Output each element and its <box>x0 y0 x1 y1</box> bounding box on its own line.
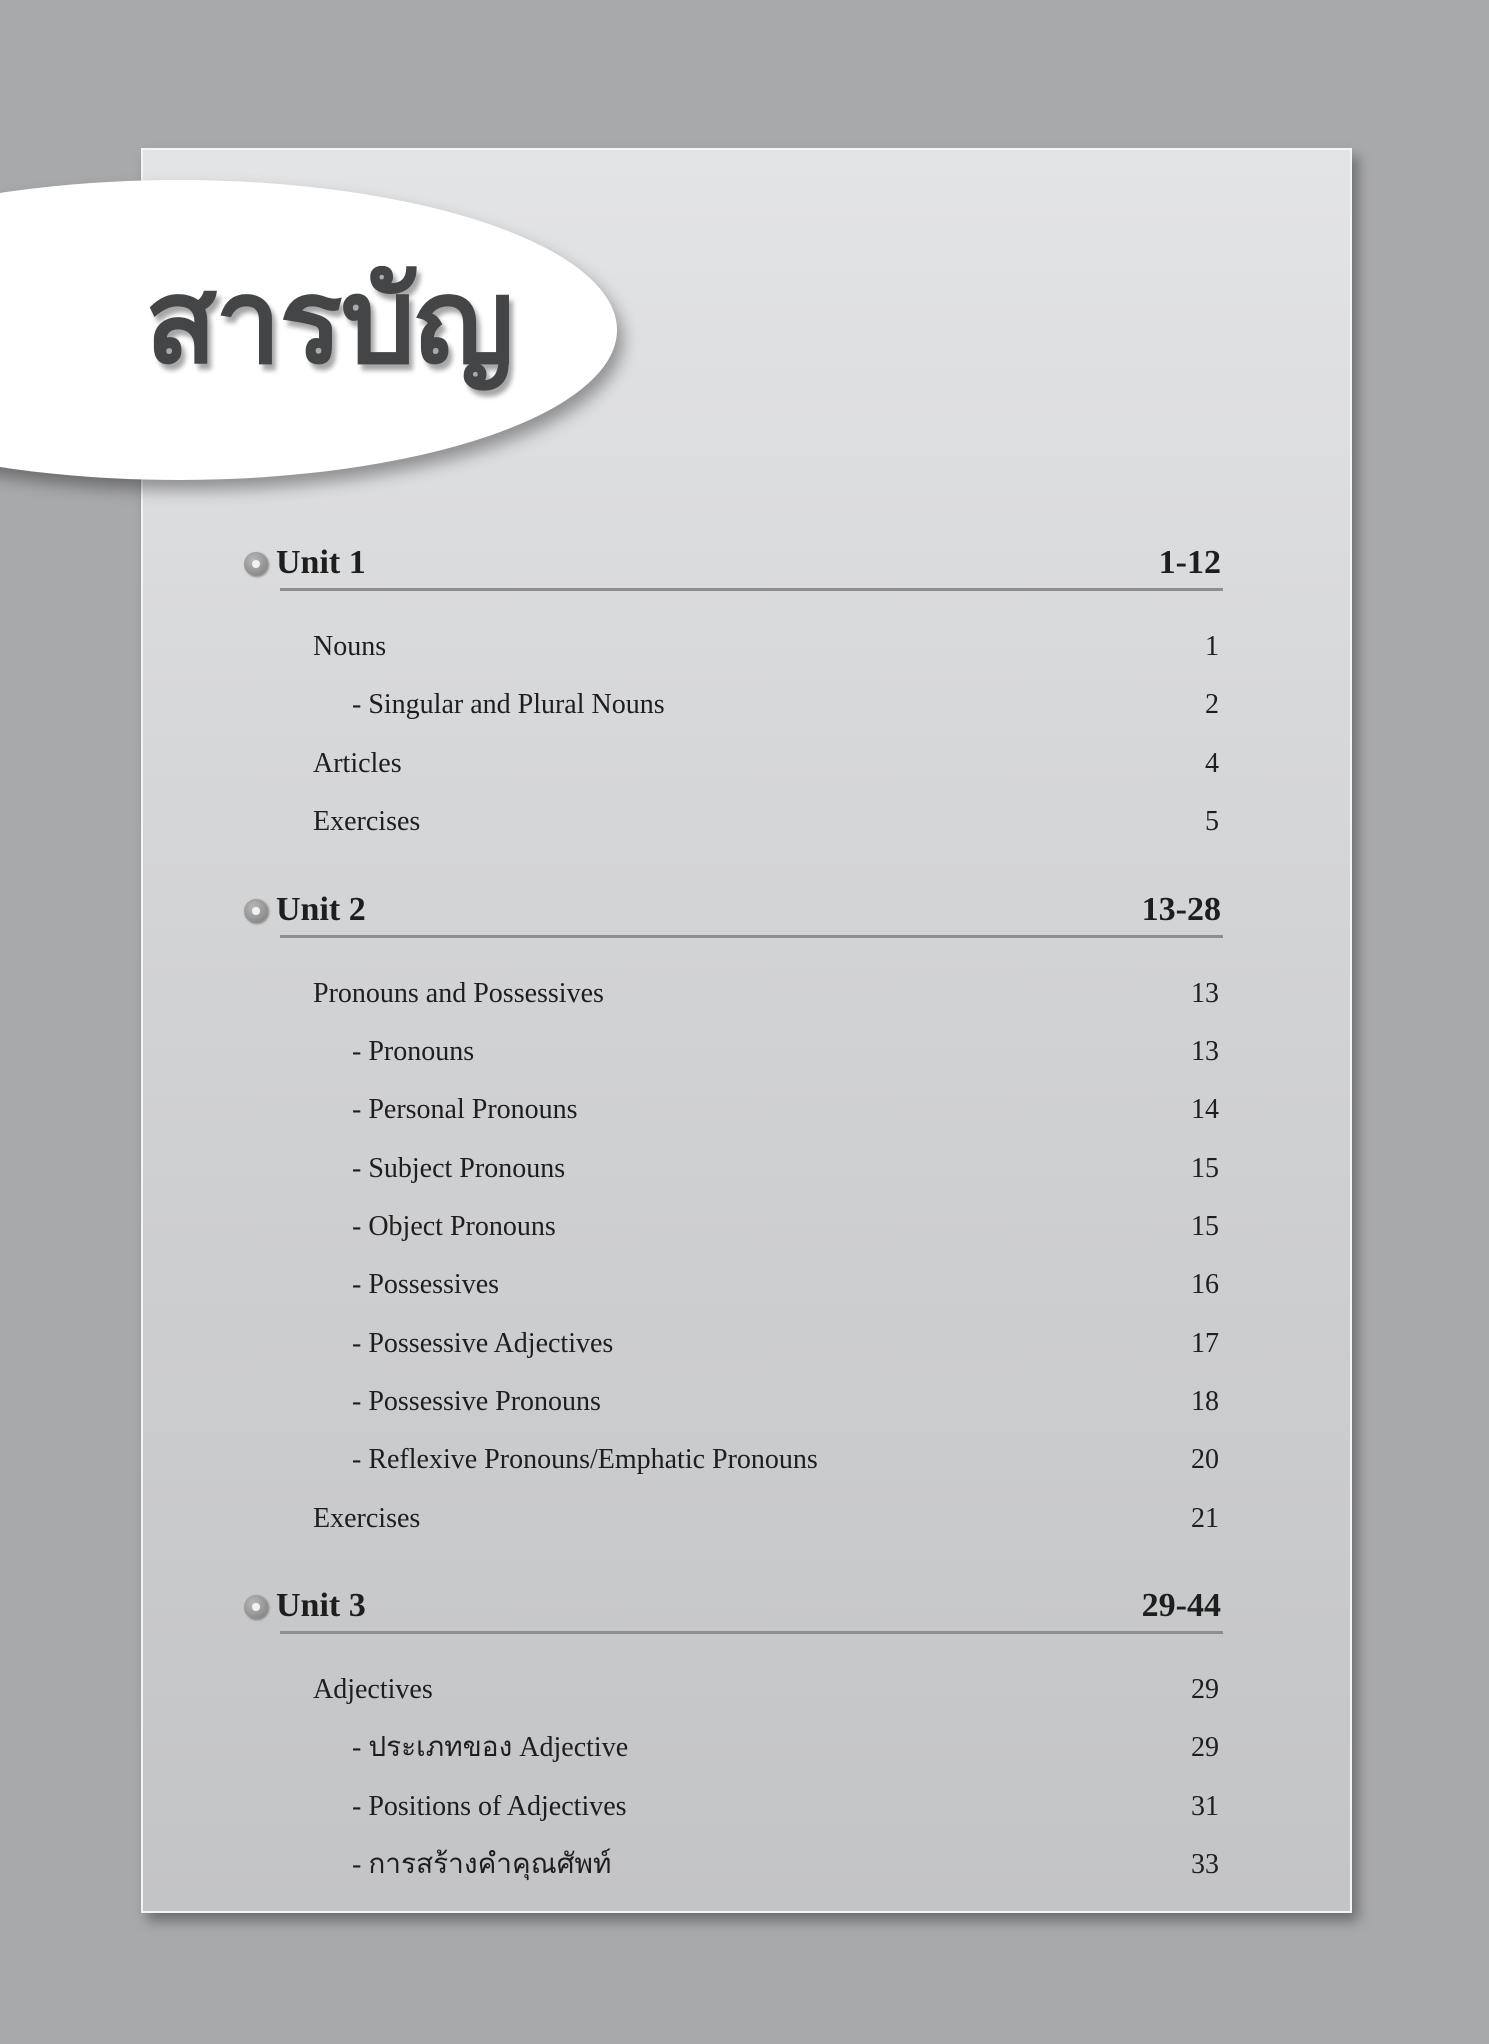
toc-entry <box>0 1207 1223 1247</box>
entry-page: 13 <box>1191 978 1219 1009</box>
entry-label: - Pronouns <box>352 1036 475 1067</box>
entry-page: 21 <box>1191 1503 1219 1534</box>
entry-label: - Singular and Plural Nouns <box>352 689 665 720</box>
toc-entry <box>0 802 1223 842</box>
unit-1-header <box>244 540 1223 586</box>
entry-page: 16 <box>1191 1269 1219 1300</box>
entry-label: - ประเภทของ Adjective <box>352 1732 629 1763</box>
entry-label: Exercises <box>313 806 421 837</box>
unit-3-header <box>244 1583 1223 1629</box>
entry-label: - Subject Pronouns <box>352 1153 566 1184</box>
entry-page: 20 <box>1191 1444 1219 1475</box>
entry-label: - Reflexive Pronouns/Emphatic Pronouns <box>352 1444 818 1475</box>
unit-page-range: 13-28 <box>1141 891 1221 928</box>
bullet-icon <box>244 552 268 576</box>
entry-page: 14 <box>1191 1094 1219 1125</box>
page-title: สารบัญ <box>145 252 513 390</box>
toc-entry <box>0 1149 1223 1189</box>
unit-2-header <box>244 887 1223 933</box>
entry-label: Articles <box>313 748 402 779</box>
toc-entry <box>0 1265 1223 1305</box>
unit-divider <box>280 1631 1223 1634</box>
toc-entry <box>0 1440 1223 1480</box>
entry-page: 4 <box>1205 748 1219 779</box>
unit-title: Unit 1 <box>276 544 366 581</box>
entry-page: 33 <box>1191 1849 1219 1880</box>
unit-title: Unit 3 <box>276 1587 366 1624</box>
entry-page: 31 <box>1191 1791 1219 1822</box>
toc-entry <box>0 1670 1223 1710</box>
entry-page: 29 <box>1191 1674 1219 1705</box>
unit-divider <box>280 935 1223 938</box>
toc-entry <box>0 1728 1223 1768</box>
entry-page: 15 <box>1191 1211 1219 1242</box>
entry-page: 5 <box>1205 806 1219 837</box>
entry-label: - Possessives <box>352 1269 500 1300</box>
toc-entry <box>0 974 1223 1014</box>
bullet-icon <box>244 1595 268 1619</box>
unit-page-range: 29-44 <box>1141 1587 1221 1624</box>
entry-label: Nouns <box>313 631 387 662</box>
entry-label: - Positions of Adjectives <box>352 1791 627 1822</box>
unit-divider <box>280 588 1223 591</box>
entry-page: 1 <box>1205 631 1219 662</box>
toc-entry <box>0 1787 1223 1827</box>
toc-entry <box>0 1499 1223 1539</box>
entry-page: 17 <box>1191 1328 1219 1359</box>
entry-page: 18 <box>1191 1386 1219 1417</box>
toc-entry <box>0 1324 1223 1364</box>
toc-entry <box>0 744 1223 784</box>
unit-title: Unit 2 <box>276 891 366 928</box>
entry-page: 15 <box>1191 1153 1219 1184</box>
toc-entry <box>0 627 1223 667</box>
entry-label: - การสร้างคำคุณศัพท์ <box>352 1849 612 1880</box>
entry-page: 2 <box>1205 689 1219 720</box>
unit-page-range: 1-12 <box>1158 544 1221 581</box>
toc-entry <box>0 1845 1223 1885</box>
bullet-icon <box>244 899 268 923</box>
entry-label: - Object Pronouns <box>352 1211 556 1242</box>
entry-label: Exercises <box>313 1503 421 1534</box>
entry-page: 29 <box>1191 1732 1219 1763</box>
entry-label: Adjectives <box>313 1674 433 1705</box>
entry-label: - Personal Pronouns <box>352 1094 578 1125</box>
entry-page: 13 <box>1191 1036 1219 1067</box>
entry-label: Pronouns and Possessives <box>313 978 604 1009</box>
toc-entry <box>0 1090 1223 1130</box>
entry-label: - Possessive Pronouns <box>352 1386 601 1417</box>
entry-label: - Possessive Adjectives <box>352 1328 614 1359</box>
toc-entry <box>0 685 1223 725</box>
toc-entry <box>0 1032 1223 1072</box>
toc-entry <box>0 1382 1223 1422</box>
